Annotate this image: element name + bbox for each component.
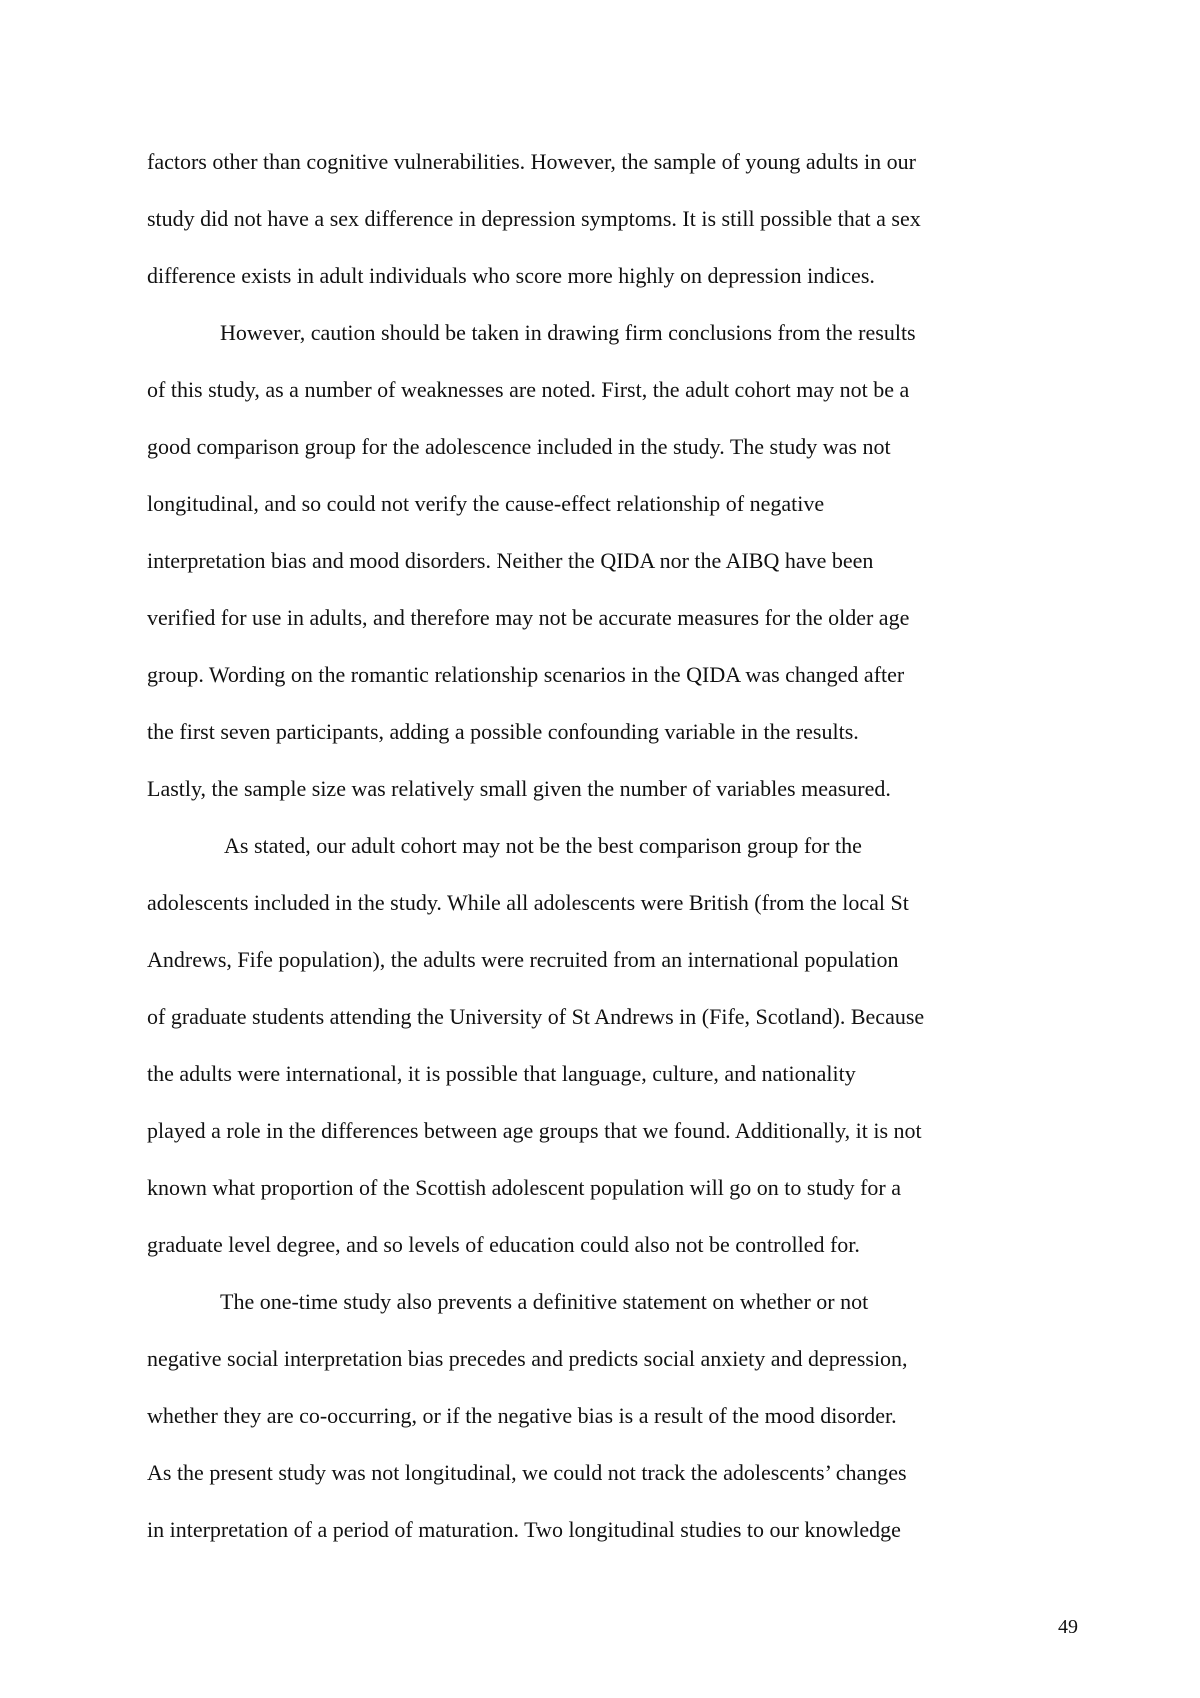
text-line: longitudinal, and so could not verify the cause-effect relationship of negative xyxy=(147,491,825,516)
text-line: whether they are co-occurring, or if the negative bias is a result of the mood disorder. xyxy=(147,1403,897,1428)
paragraph-first-line: However, caution should be taken in drawing firm conclusions from the results xyxy=(220,320,916,345)
text-line: known what proportion of the Scottish adolescent population will go on to study for a xyxy=(147,1175,902,1200)
text-line: the first seven participants, adding a possible confounding variable in the results. xyxy=(147,719,859,744)
text-line: in interpretation of a period of maturation. Two longitudinal studies to our knowledge xyxy=(147,1517,901,1542)
text-line: graduate level degree, and so levels of education could also not be controlled for. xyxy=(147,1232,860,1257)
text-line: interpretation bias and mood disorders. Neither the QIDA nor the AIBQ have been xyxy=(147,548,874,573)
text-line: negative social interpretation bias precedes and predicts social anxiety and depression, xyxy=(147,1346,908,1371)
paragraph-first-line: The one-time study also prevents a definitive statement on whether or not xyxy=(220,1289,869,1314)
text-line: Andrews, Fife population), the adults were recruited from an international population xyxy=(147,947,899,972)
text-line: of this study, as a number of weaknesses are noted. First, the adult cohort may not be a xyxy=(147,377,910,402)
text-line: study did not have a sex difference in depression symptoms. It is still possible that a sex xyxy=(147,206,921,231)
text-line: adolescents included in the study. While all adolescents were British (from the local St xyxy=(147,890,909,915)
text-line: played a role in the differences between age groups that we found. Additionally, it is not xyxy=(147,1118,922,1143)
page-number: 49 xyxy=(1058,1616,1078,1638)
text-line: difference exists in adult individuals who score more highly on depression indices. xyxy=(147,263,875,288)
text-line: the adults were international, it is possible that language, culture, and nationality xyxy=(147,1061,856,1086)
text-line: verified for use in adults, and therefore may not be accurate measures for the older age xyxy=(147,605,910,630)
text-line: As the present study was not longitudinal, we could not track the adolescents’ changes xyxy=(147,1460,907,1485)
text-line: good comparison group for the adolescence included in the study. The study was not xyxy=(147,434,891,459)
text-line: of graduate students attending the University of St Andrews in (Fife, Scotland). Because xyxy=(147,1004,925,1029)
text-line: group. Wording on the romantic relationship scenarios in the QIDA was changed after xyxy=(147,662,905,687)
paragraph-first-line: As stated, our adult cohort may not be the best comparison group for the xyxy=(224,833,862,858)
text-line: factors other than cognitive vulnerabilities. However, the sample of young adults in our xyxy=(147,149,916,174)
text-line: Lastly, the sample size was relatively small given the number of variables measured. xyxy=(147,776,891,801)
